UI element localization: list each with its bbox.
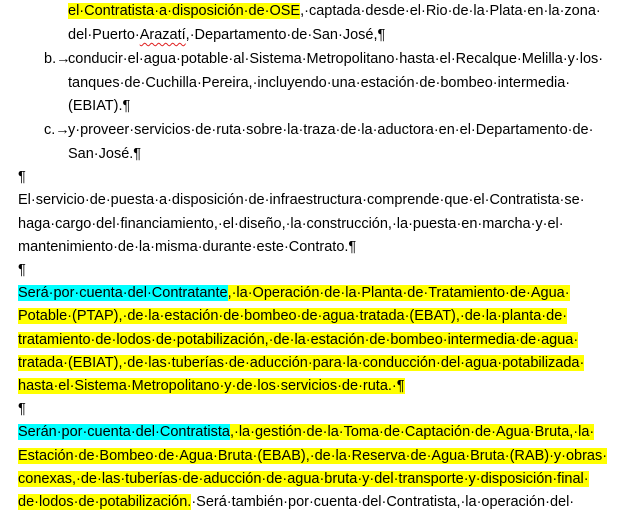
para-contratista-line-4: de·lodos·de·potabilización.·Será·también·por·cuenta·del·Contratista,·la·operación·del· <box>18 494 575 510</box>
paragraph-mark: ¶ <box>18 262 26 278</box>
cyan-highlighted-text: Será·por·cuenta·del·Contratante <box>18 285 228 301</box>
para-contratante-line-3: tratamiento·de·lodos·de·potabilización,·de·la·estación·de·bombeo·intermedia·de·agua· <box>18 332 579 348</box>
item-a-line-2: del·Puerto·Arazatí,·Departamento·de·San·José,¶ <box>68 27 386 43</box>
para-contratista-line-1: Serán·por·cuenta·del·Contratista,·la·gestión·de·la·Toma·de·Captación·de·Agua·Bruta,·la· <box>18 424 595 440</box>
paragraph-mark: ¶ <box>18 169 26 185</box>
para-contratante-line-2: Potable·(PTAP),·de·la·estación·de·bombeo·de·agua·tratada·(EBAT),·de·la·planta·de· <box>18 308 568 324</box>
para-contratista-line-2: Estación·de·Bombeo·de·Agua·Bruta·(EBAB),·de·la·Reserva·de·Agua·Bruta·(RAB)·y·obras· <box>18 448 608 464</box>
para-contratante-line-4: tratada·(EBIAT),·de·las·tuberías·de·aducción·para·la·conducción·del·agua·potabilizada· <box>18 355 585 371</box>
para-infra-line-1: El·servicio·de·puesta·a·disposición·de·infraestructura·comprende·que·el·Contratista·se· <box>18 192 585 208</box>
item-b-line-1: conducir·el·agua·potable·al·Sistema·Metropolitano·hasta·el·Recalque·Melilla·y·los· <box>68 51 604 67</box>
item-c-line-2: San·José.¶ <box>68 146 142 162</box>
item-b-line-3: (EBIAT).¶ <box>68 98 131 114</box>
spelling-error-word: Arazatí <box>139 27 186 43</box>
item-a-line-1: el·Contratista·a·disposición·de·OSE,·captada·desde·el·Rio·de·la·Plata·en·la·zona· <box>68 3 601 19</box>
para-infra-line-2: haga·cargo·del·financiamiento,·el·diseño,·la·construcción,·la·puesta·en·marcha·y·el· <box>18 216 564 232</box>
para-contratista-line-3: conexas,·de·las·tuberías·de·aducción·de·agua·bruta·y·del·transporte·y·disposición·final· <box>18 471 589 487</box>
list-marker-b: b.→ <box>44 51 71 67</box>
para-contratante-line-1: Será·por·cuenta·del·Contratante,·la·Operación·de·la·Planta·de·Tratamiento·de·Agua· <box>18 285 570 301</box>
item-b-line-2: tanques·de·Cuchilla·Pereira,·incluyendo·una·estación·de·bombeo·intermedia· <box>68 75 571 91</box>
cyan-highlighted-text: Serán·por·cuenta·del·Contratista <box>18 424 230 440</box>
para-infra-line-3: mantenimiento·de·la·misma·durante·este·Contrato.¶ <box>18 239 357 255</box>
list-marker-c: c.→ <box>44 122 70 138</box>
item-c-line-1: y·proveer·servicios·de·ruta·sobre·la·traza·de·la·aductora·en·el·Departamento·de· <box>68 122 594 138</box>
paragraph-mark: ¶ <box>18 401 26 417</box>
highlighted-text: el·Contratista·a·disposición·de·OSE <box>68 3 301 19</box>
para-contratante-line-5: hasta·el·Sistema·Metropolitano·y·de·los·servicios·de·ruta.·¶ <box>18 378 405 394</box>
